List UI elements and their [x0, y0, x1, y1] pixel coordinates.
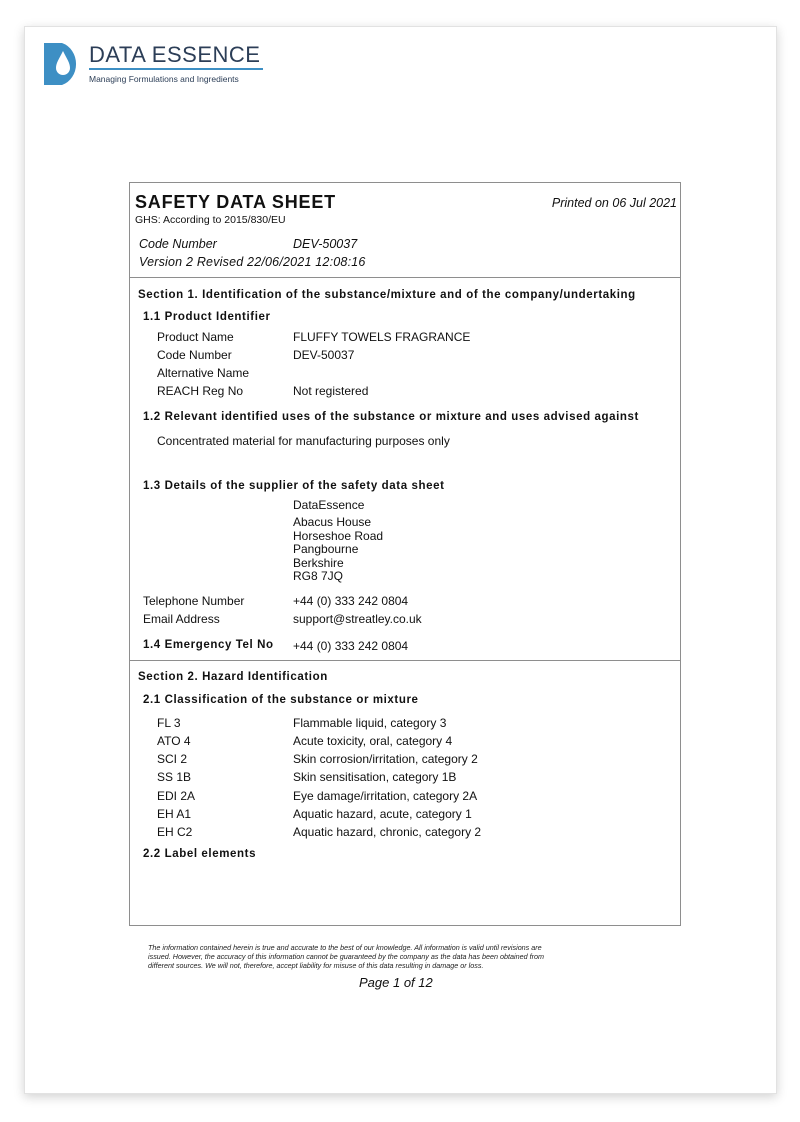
s12-text: Concentrated material for manufacturing purposes only [157, 434, 450, 448]
hazard-description: Aquatic hazard, chronic, category 2 [293, 825, 482, 839]
hazard-code: ATO 4 [157, 734, 191, 748]
disclaimer-line: The information contained herein is true and accurate to the best of our knowledge. All information is valid until revisions are [148, 943, 542, 952]
hazard-code: SCI 2 [157, 752, 188, 766]
sds-frame [129, 182, 681, 926]
logo-divider [89, 68, 263, 70]
printed-date: Printed on 06 Jul 2021 [551, 196, 677, 210]
s13-title: 1.3 Details of the supplier of the safety data sheet [143, 480, 445, 492]
logo-name: DATA ESSENCE [89, 42, 261, 67]
supplier-company: DataEssence [293, 498, 365, 512]
company-logo [42, 41, 282, 87]
hazard-description: Skin sensitisation, category 1B [293, 770, 457, 784]
alternative-name-label: Alternative Name [157, 366, 250, 380]
section2-title: Section 2. Hazard Identification [138, 671, 328, 683]
disclaimer [148, 943, 648, 970]
disclaimer-line: issued. However, the accuracy of this information cannot be guaranteed by the company as the data has been obtained from [148, 952, 544, 961]
s14-title: 1.4 Emergency Tel No [143, 639, 274, 651]
hazard-description: Flammable liquid, category 3 [293, 716, 447, 730]
ghs-regulation: GHS: According to 2015/830/EU [135, 214, 286, 226]
section1-title: Section 1. Identification of the substance/mixture and of the company/undertaking [138, 289, 636, 301]
hazard-description: Skin corrosion/irritation, category 2 [293, 752, 478, 766]
hazard-code: EH A1 [157, 807, 192, 821]
s22-title: 2.2 Label elements [143, 848, 257, 860]
header-code-value: DEV-50037 [293, 237, 358, 251]
logo-tagline: Managing Formulations and Ingredients [89, 74, 239, 84]
hazard-code: FL 3 [157, 716, 181, 730]
section-divider [130, 660, 680, 661]
page-title: SAFETY DATA SHEET [135, 192, 336, 212]
hazard-description: Acute toxicity, oral, category 4 [293, 734, 453, 748]
hazard-code: EDI 2A [157, 789, 196, 803]
emergency-tel-value: +44 (0) 333 242 0804 [293, 639, 409, 653]
header-code-label: Code Number [139, 237, 217, 251]
email-value: support@streatley.co.uk [293, 612, 422, 626]
document-page [24, 26, 777, 1094]
product-name-value: FLUFFY TOWELS FRAGRANCE [293, 330, 471, 344]
hazard-code: SS 1B [157, 770, 192, 784]
s11-title: 1.1 Product Identifier [143, 311, 271, 323]
version-info: Version 2 Revised 22/06/2021 12:08:16 [139, 255, 366, 269]
reach-reg-label: REACH Reg No [157, 384, 244, 398]
droplet-logo-icon [42, 41, 84, 87]
supplier-address: Abacus House Horseshoe Road Pangbourne Berkshire RG8 7JQ [293, 515, 384, 583]
email-label: Email Address [143, 612, 220, 626]
telephone-label: Telephone Number [143, 594, 245, 608]
telephone-value: +44 (0) 333 242 0804 [293, 594, 409, 608]
header-divider [130, 277, 680, 278]
hazard-description: Eye damage/irritation, category 2A [293, 789, 478, 803]
code-number-label: Code Number [157, 348, 232, 362]
s21-title: 2.1 Classification of the substance or mixture [143, 694, 419, 706]
s12-title: 1.2 Relevant identified uses of the substance or mixture and uses advised against [143, 411, 639, 423]
page-number: Page 1 of 12 [359, 975, 433, 990]
product-name-label: Product Name [157, 330, 234, 344]
reach-reg-value: Not registered [293, 384, 369, 398]
hazard-code: EH C2 [157, 825, 193, 839]
code-number-value: DEV-50037 [293, 348, 355, 362]
hazard-description: Aquatic hazard, acute, category 1 [293, 807, 472, 821]
disclaimer-line: different sources. We will not, therefore, accept liability for misuse of this data resulting in damage or loss. [148, 961, 484, 970]
